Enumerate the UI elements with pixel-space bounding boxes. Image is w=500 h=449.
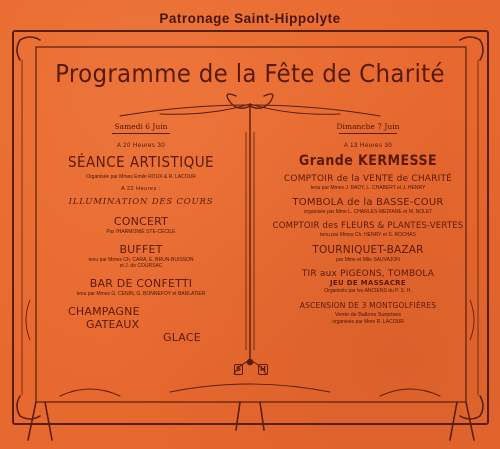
- buffet: BUFFET: [119, 243, 163, 256]
- date-underline: [339, 133, 397, 134]
- date-underline: [112, 133, 170, 134]
- saturday-column: [48, 122, 234, 344]
- illumination: ILLUMINATION DES COURS: [68, 197, 214, 207]
- jeu-by: Organisés par les ANCIENS du P. S. H.: [324, 288, 412, 294]
- gateaux: GATEAUX: [86, 318, 140, 331]
- saturday-hour-2: A 22 Heures :: [121, 186, 161, 192]
- champagne: CHAMPAGNE: [68, 305, 140, 318]
- grande-kermesse: Grande KERMESSE: [298, 153, 438, 169]
- tourniquet-by: par Mme et Mlle SAUVAJON: [336, 257, 400, 263]
- tombola-basse-cour: TOMBOLA de la BASSE-COUR: [292, 197, 444, 208]
- tir-aux-pigeons: TIR aux PIGEONS, TOMBOLA: [301, 269, 435, 279]
- comptoir-vente: COMPTOIR de la VENTE de CHARITÉ: [283, 174, 453, 184]
- buffet-by-1: tenu par Mmes Ch. CARA, E. BRUN-BUISSON: [88, 257, 194, 263]
- saturday-hour: A 20 Heures 30: [116, 143, 166, 149]
- comptoir-by: tenu par Mmes J. BADY, L. CHABERT et J. HENRY: [310, 185, 426, 191]
- comptoir-fleurs: COMPTOIR des FLEURS & PLANTES-VERTES: [272, 221, 464, 231]
- vente-ballons: Vente de Ballons Surprises: [334, 312, 402, 318]
- tombola-by: organisée par Mme L. CHARLES-MEDIANE et M. NOLET: [303, 209, 433, 215]
- organization-name: Patronage Saint-Hippolyte: [159, 11, 341, 26]
- ballons-by: organisée par Mme R. LACOUR: [332, 319, 404, 325]
- seance-artistique: SÉANCE ARTISTIQUE: [67, 153, 215, 171]
- concert: CONCERT: [113, 215, 169, 228]
- buffet-by-2: et J. de COURSAC: [119, 263, 163, 269]
- sunday-hour: A 13 Heures 30: [343, 143, 393, 149]
- page-title: Programme de la Fête de Charité: [55, 59, 445, 88]
- emblem-h: H: [260, 365, 266, 373]
- emblem-s: S: [236, 365, 242, 373]
- concert-by: Par l'HARMONIE STE-CÉCILE: [106, 229, 176, 235]
- confetti-by: tenu par Mmes G. CENIN, G. BONNEFOY et BARLATIER: [76, 291, 206, 297]
- glace: GLACE: [163, 331, 201, 344]
- fleurs-by: tenu par Mmes Ch. HENRY et S. ROCHAS: [320, 232, 416, 238]
- tourniquet-bazar: TOURNIQUET-BAZAR: [312, 244, 424, 256]
- bar-de-confetti: BAR DE CONFETTI: [89, 277, 193, 290]
- saturday-date: Samedi 6 Juin: [114, 122, 168, 131]
- seance-organizers: Organisée par Mmes Emile ROUX & R. LACOUR: [86, 174, 196, 180]
- sunday-column: [268, 122, 468, 325]
- jeu-de-massacre: JEU DE MASSACRE: [330, 279, 406, 287]
- sunday-date: Dimanche 7 Juin: [336, 122, 400, 131]
- ascension-montgolfieres: ASCENSION DE 3 MONTGOLFIÈRES: [299, 301, 437, 310]
